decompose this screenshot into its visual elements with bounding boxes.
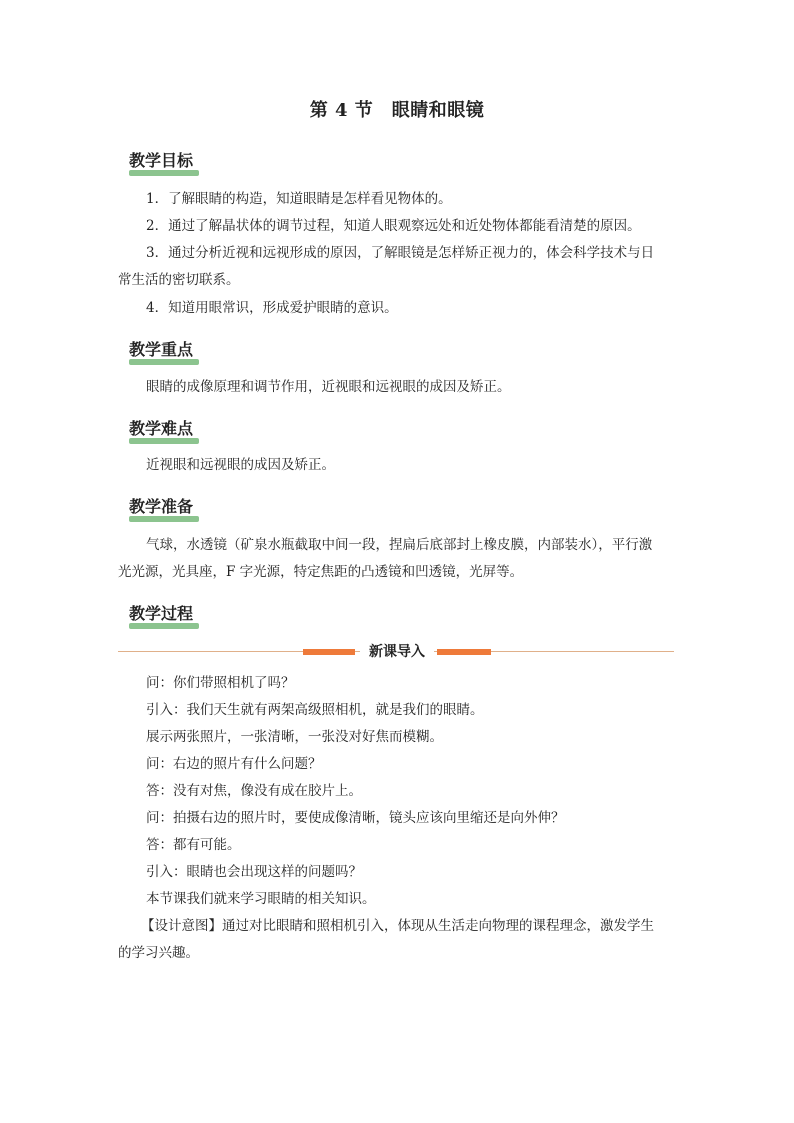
subsection-accent-left [303, 649, 355, 655]
difficulty-heading-text: 教学难点 [129, 419, 194, 438]
prep-text-line2: 光光源，光具座，F 字光源，特定焦距的凸透镜和凹透镜，光屏等。 [118, 564, 524, 580]
key-heading-text: 教学重点 [129, 340, 194, 359]
goal-item: 3．通过分析近视和远视形成的原因，了解眼镜是怎样矫正视力的，体会科学技术与日 [146, 245, 655, 261]
process-line: 问：你们带照相机了吗？ [146, 675, 295, 691]
goal-item: 4．知道用眼常识，形成爱护眼睛的意识。 [146, 300, 398, 316]
design-intent-line2: 的学习兴趣。 [118, 945, 199, 961]
difficulty-text: 近视眼和远视眼的成因及矫正。 [146, 457, 335, 473]
process-line: 答：没有对焦，像没有成在胶片上。 [146, 783, 362, 799]
goal-item: 2．通过了解晶状体的调节过程，知道人眼观察远处和近处物体都能看清楚的原因。 [146, 218, 641, 234]
goals-heading [129, 150, 193, 176]
heading-underline [129, 623, 199, 629]
prep-heading [129, 496, 193, 522]
process-line: 展示两张照片，一张清晰，一张没对好焦而模糊。 [146, 729, 443, 745]
goal-item-continued: 常生活的密切联系。 [118, 272, 240, 288]
heading-underline [129, 170, 199, 176]
design-intent-line1: 【设计意图】通过对比眼睛和照相机引入，体现从生活走向物理的课程理念，激发学生 [141, 918, 654, 934]
heading-underline [129, 438, 199, 444]
process-line: 本节课我们就来学习眼睛的相关知识。 [146, 891, 376, 907]
key-heading [129, 339, 193, 365]
subsection-accent-right [437, 649, 491, 655]
goals-heading-text: 教学目标 [129, 151, 194, 170]
process-heading [129, 603, 193, 629]
prep-heading-text: 教学准备 [129, 497, 194, 516]
key-text: 眼睛的成像原理和调节作用，近视眼和远视眼的成因及矫正。 [146, 379, 511, 395]
heading-underline [129, 359, 199, 365]
process-line: 问：拍摄右边的照片时，要使成像清晰，镜头应该向里缩还是向外伸？ [146, 810, 565, 826]
process-line: 问：右边的照片有什么问题？ [146, 756, 322, 772]
page-title: 第 4 节 眼睛和眼镜 [309, 100, 485, 121]
difficulty-heading [129, 418, 193, 444]
process-line: 引入：眼睛也会出现这样的问题吗？ [146, 864, 362, 880]
process-line: 答：都有可能。 [146, 837, 241, 853]
process-line: 引入：我们天生就有两架高级照相机，就是我们的眼睛。 [146, 702, 484, 718]
subsection-title: 新课导入 [360, 642, 434, 662]
prep-text-line1: 气球，水透镜（矿泉水瓶截取中间一段，捏扁后底部封上橡皮膜，内部装水），平行激 [146, 537, 653, 553]
goal-item: 1．了解眼睛的构造，知道眼睛是怎样看见物体的。 [146, 191, 452, 207]
process-heading-text: 教学过程 [129, 604, 194, 623]
heading-underline [129, 516, 199, 522]
